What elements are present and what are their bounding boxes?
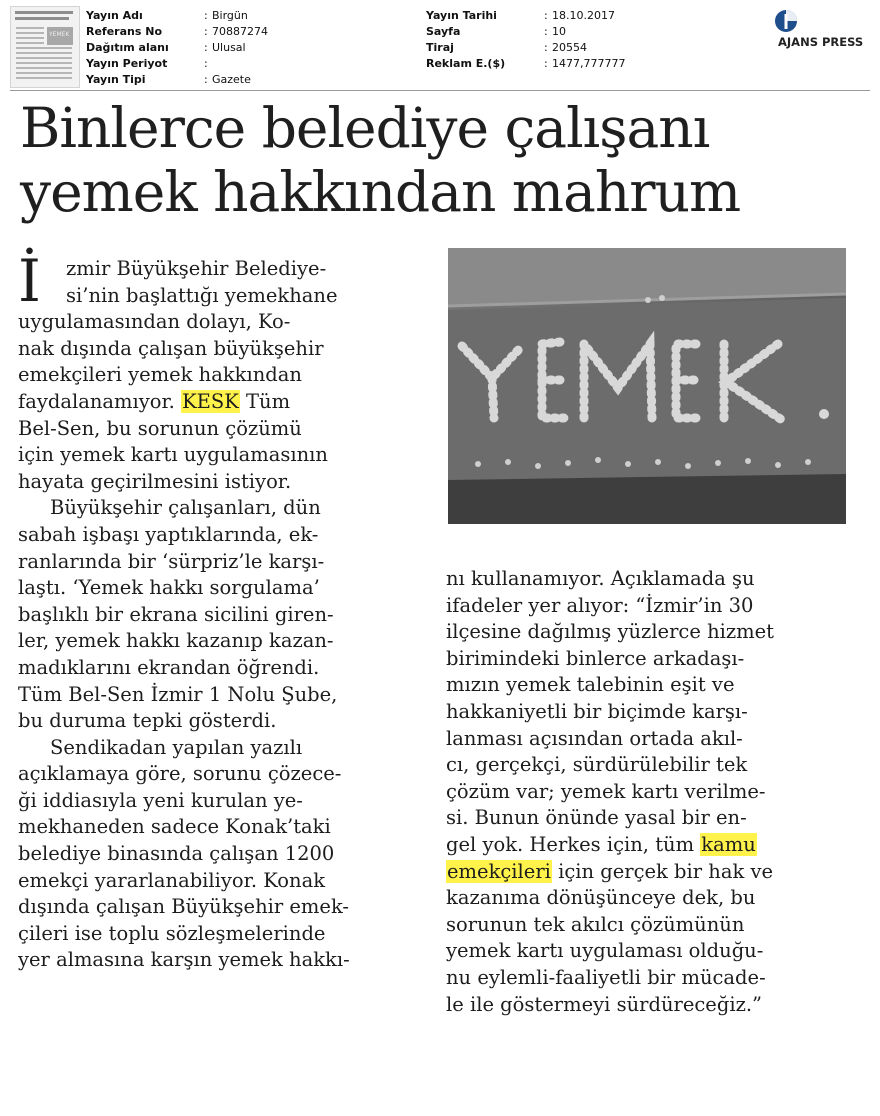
meta-label: Yayın Tipi (86, 73, 146, 86)
text-line: sabah işbaşı yaptıklarında, ek- (18, 522, 319, 546)
text-line: si’nin başlattığı yemekhane (66, 283, 338, 307)
meta-value: 20554 (552, 41, 587, 54)
meta-value: Gazete (212, 73, 251, 86)
text-line: bu duruma tepki gösterdi. (18, 709, 277, 733)
meta-label: Dağıtım alanı (86, 41, 169, 54)
meta-label: Reklam E.($) (426, 57, 506, 70)
text-line: le ile göstermeyi sürdüreceğiz.” (446, 992, 763, 1016)
text-line-content: için gerçek bir hak ve (551, 859, 774, 883)
text-line: yemek kartı uygulaması olduğu- (446, 939, 764, 963)
meta-value: Ulusal (212, 41, 246, 54)
meta-separator: : (544, 9, 548, 22)
meta-value: Birgün (212, 9, 248, 22)
meta-separator: : (204, 73, 208, 86)
paragraph-start-line: Büyükşehir çalışanları, dün (50, 496, 321, 520)
meta-row (86, 24, 268, 40)
meta-label: Referans No (86, 25, 162, 38)
metadata-left (86, 8, 268, 88)
text-line: ler, yemek hakkı kazanıp kazan- (18, 629, 334, 653)
text-line: Bel-Sen, bu sorunun çözümü (18, 416, 302, 440)
text-line: çözüm var; yemek kartı verilme- (446, 779, 766, 803)
meta-value: 1477,777777 (552, 57, 626, 70)
metadata-right (426, 8, 625, 72)
meta-label: Sayfa (426, 25, 461, 38)
article-body-right-column (446, 566, 856, 1018)
text-line: çileri ise toplu sözleşmelerinde (18, 921, 326, 945)
ajans-press-logo (774, 8, 874, 54)
meta-label: Yayın Tarihi (426, 9, 497, 22)
meta-value: 10 (552, 25, 566, 38)
meta-separator: : (204, 57, 208, 70)
text-line: başlıklı bir ekrana sicilini giren- (18, 602, 334, 626)
meta-label: Tiraj (426, 41, 454, 54)
headline-line: yemek hakkından mahrum (20, 160, 741, 224)
meta-separator: : (544, 57, 548, 70)
thumbnail-photo: YEMEK (47, 27, 73, 45)
paragraph-start-line: Sendikadan yapılan yazılı (50, 735, 303, 759)
text-line: hayata geçirilmesini istiyor. (18, 469, 292, 493)
article-headline (20, 96, 870, 224)
meta-label: Yayın Adı (86, 9, 143, 22)
text-line: sorunun tek akılcı çözümünün (446, 912, 745, 936)
meta-separator: : (544, 41, 548, 54)
text-line: açıklamaya göre, sorunu çözece- (18, 762, 342, 786)
meta-value: 70887274 (212, 25, 268, 38)
meta-separator: : (204, 41, 208, 54)
meta-row (426, 8, 625, 24)
text-line: birimindeki binlerce arkadaşı- (446, 646, 745, 670)
text-line-content: zmir Büyükşehir Belediye- (66, 257, 327, 280)
text-line: ranlarında bir ‘sürpriz’le karşı- (18, 549, 325, 573)
text-line: lanması açısından ortada akıl- (446, 726, 743, 750)
text-line: uygulamasından dolayı, Ko- (18, 310, 291, 334)
text-line: laştı. ‘Yemek hakkı sorgulama’ (18, 576, 320, 600)
text-line: si. Bunun önünde yasal bir en- (446, 806, 747, 830)
meta-label: Yayın Periyot (86, 57, 168, 70)
header-divider (10, 90, 870, 91)
clipping-header (0, 0, 880, 92)
text-line: Tüm Bel-Sen İzmir 1 Nolu Şube, (18, 682, 338, 706)
meta-row (86, 8, 268, 24)
meta-row (86, 40, 268, 56)
text-line: cı, gerçekçi, sürdürülebilir tek (446, 753, 748, 777)
text-line: hakkaniyetli bir biçimde karşı- (446, 699, 748, 723)
text-line: nu eylemli-faaliyetli bir mücade- (446, 965, 766, 989)
text-line: kazanıma dönüşünceye dek, bu (446, 886, 756, 910)
highlighted-term: KESK (182, 389, 239, 413)
meta-separator: : (204, 25, 208, 38)
text-line: dışında çalışan Büyükşehir emek- (18, 895, 350, 919)
meta-separator: : (544, 25, 548, 38)
text-line: emekçi yararlanabiliyor. Konak (18, 868, 326, 892)
text-line-content: gel yok. Herkes için, tüm (446, 832, 701, 856)
page-thumbnail (10, 6, 80, 88)
meta-row (86, 72, 268, 88)
meta-row (426, 40, 625, 56)
drop-cap: İ (18, 247, 41, 315)
text-line-content: Tüm (239, 389, 291, 413)
text-line: nı kullanamıyor. Açıklamada şu (446, 567, 755, 590)
text-line: ifadeler yer alıyor: “İzmir’in 30 (446, 593, 754, 617)
text-line: madıklarını ekrandan öğrendi. (18, 655, 320, 679)
highlighted-term: emekçileri (447, 859, 551, 883)
text-line: mızın yemek talebinin eşit ve (446, 673, 735, 697)
article-photo (448, 248, 846, 524)
meta-row (426, 24, 625, 40)
aerial-photo-image (448, 248, 846, 524)
meta-separator: : (204, 9, 208, 22)
text-line (446, 832, 856, 859)
meta-row (426, 56, 625, 72)
logo-mark-icon (774, 8, 874, 36)
text-line: ilçesine dağılmış yüzlerce hizmet (446, 620, 775, 644)
text-line: emekçileri yemek hakkından (18, 363, 302, 387)
highlighted-term: kamu (701, 832, 756, 856)
meta-row (86, 56, 268, 72)
text-line (446, 859, 856, 886)
text-line-content: faydalanamıyor. (18, 389, 182, 413)
text-line: ği iddiasıyla yeni kurulan ye- (18, 788, 303, 812)
headline-line: Binlerce belediye çalışanı (20, 96, 710, 160)
text-line: belediye binasında çalışan 1200 (18, 842, 335, 866)
meta-value: 18.10.2017 (552, 9, 615, 22)
logo-text: AJANS PRESS (778, 35, 864, 49)
text-line: mekhaneden sadece Konak’taki (18, 815, 331, 839)
text-line (18, 389, 418, 416)
text-line: yer almasına karşın yemek hakkı- (18, 948, 350, 972)
text-line: nak dışında çalışan büyükşehir (18, 336, 324, 360)
article-body-left-column (18, 247, 418, 974)
text-line: için yemek kartı uygulamasının (18, 443, 328, 467)
